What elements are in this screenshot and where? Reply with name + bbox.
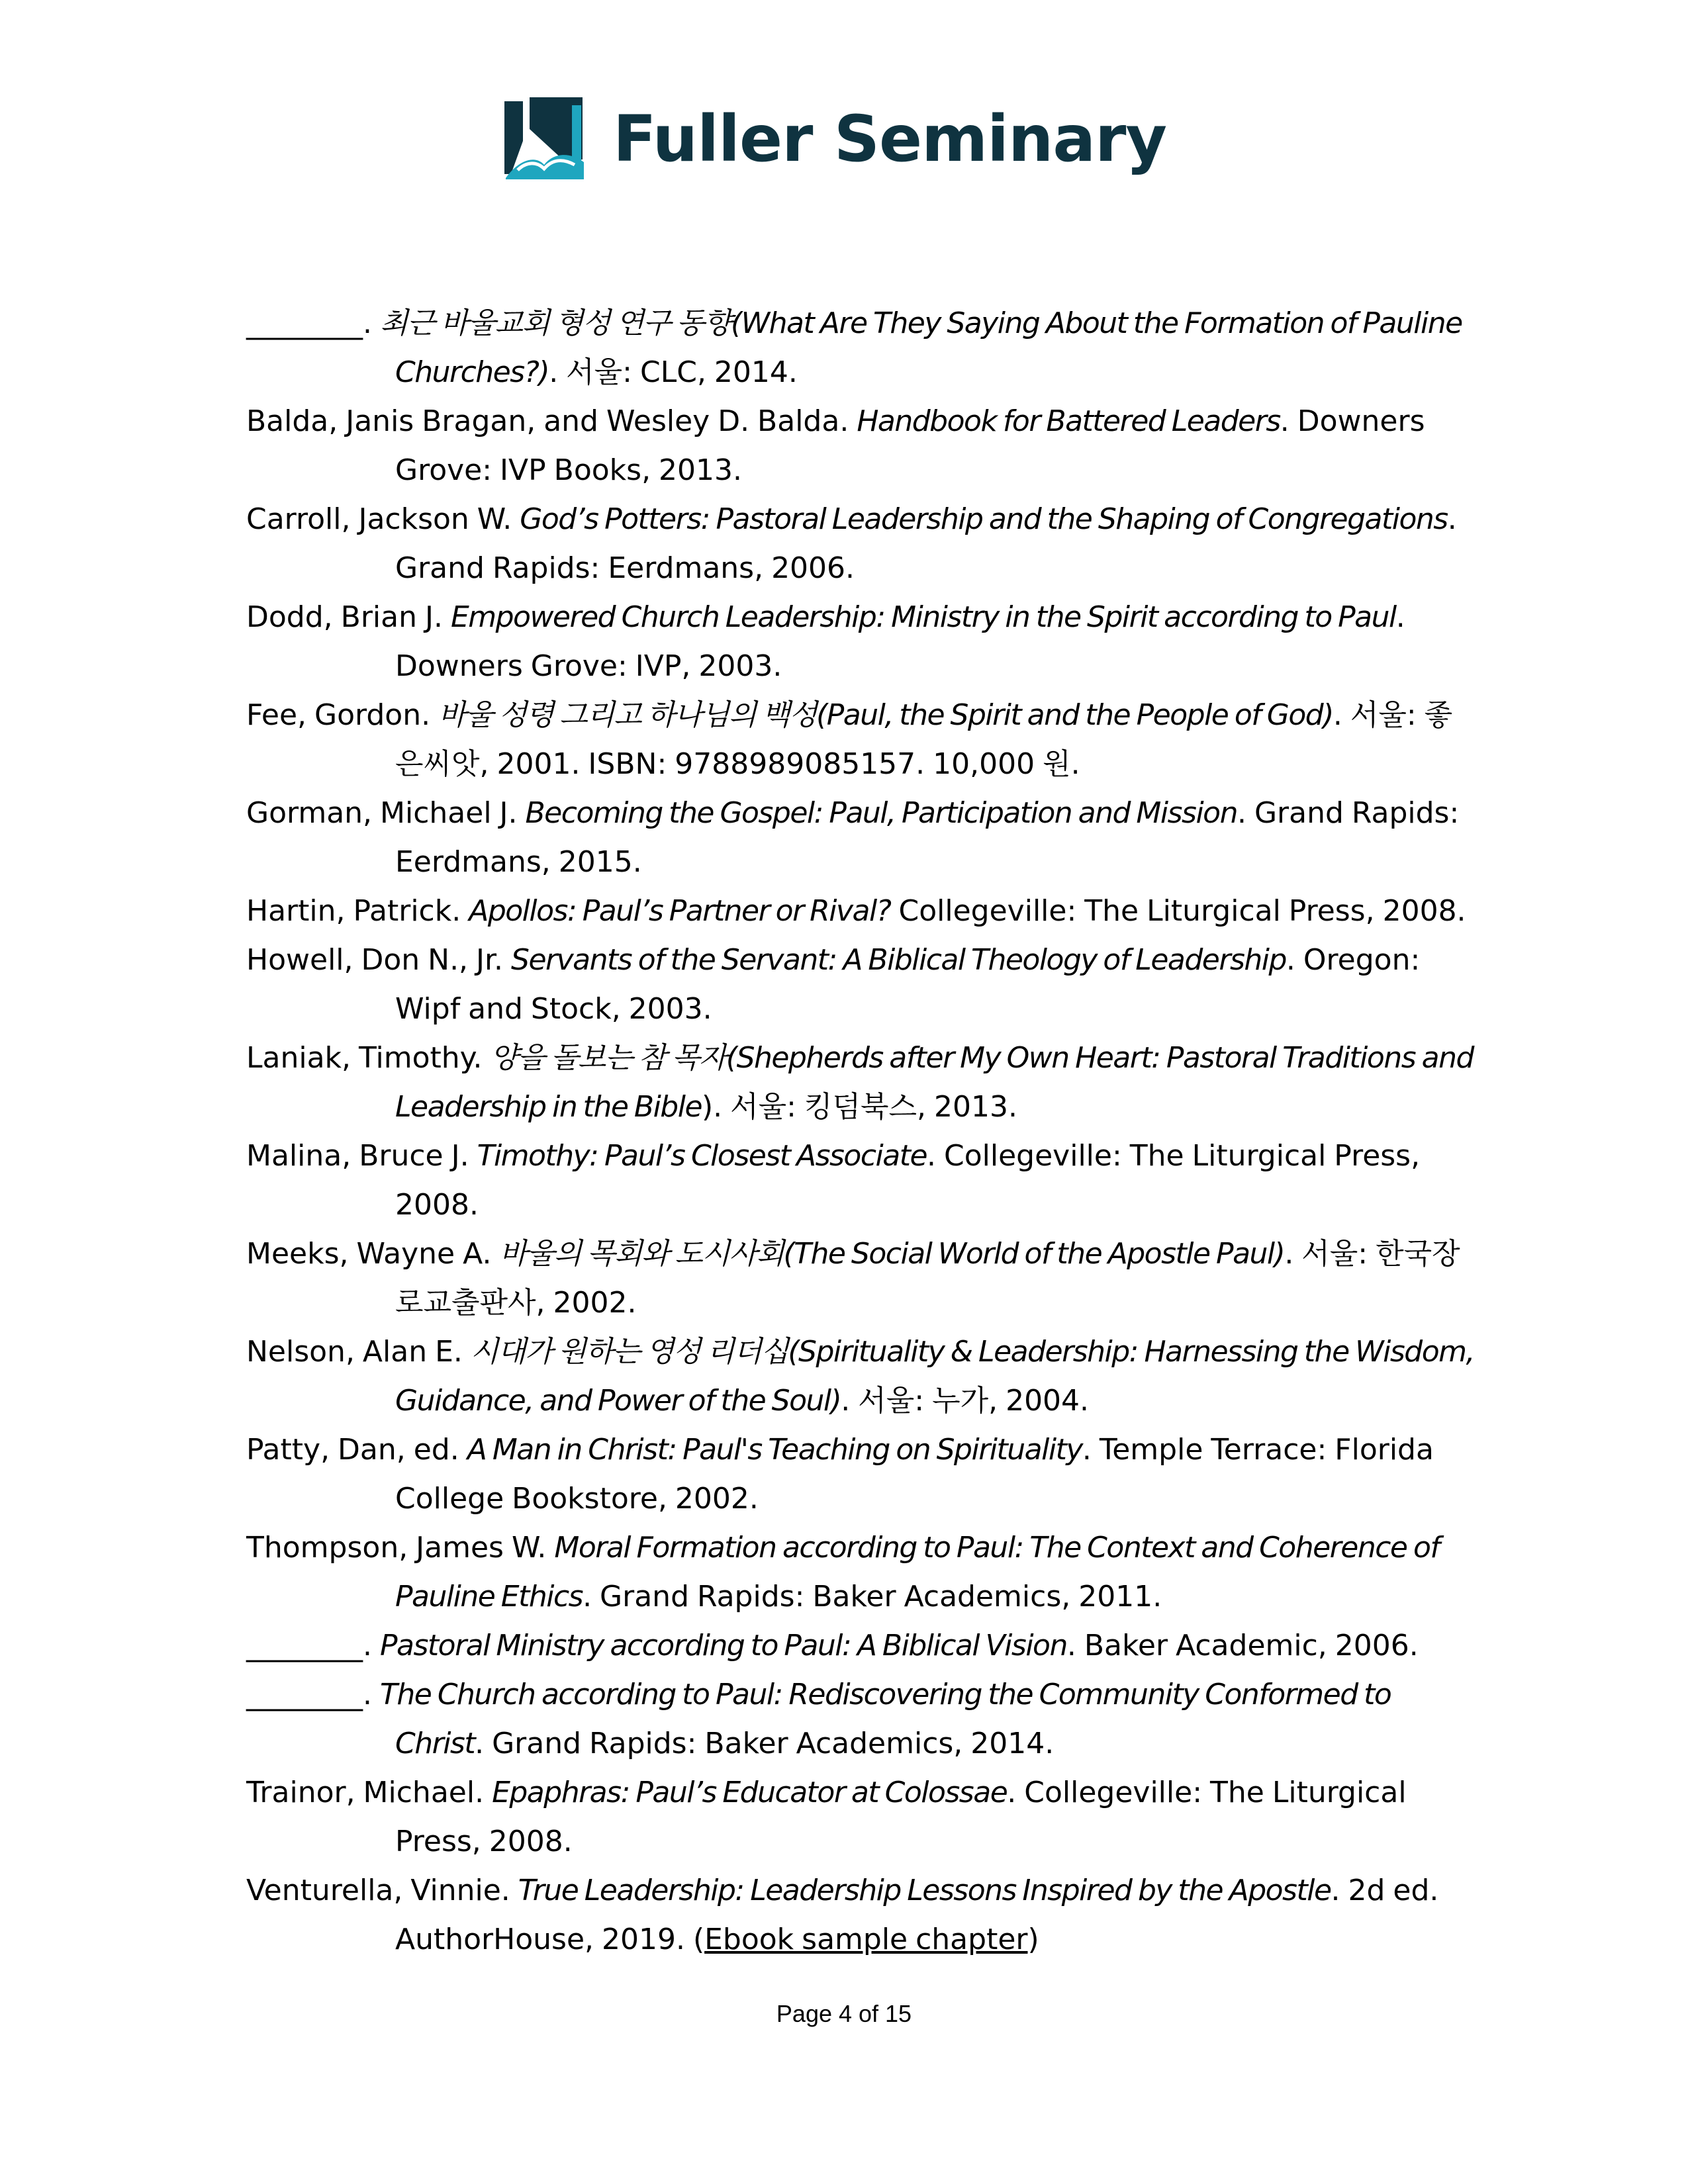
entry-publication: Collegeville: The Liturgical Press, 2008.: [890, 894, 1466, 928]
entry-author: Patty, Dan, ed.: [246, 1433, 459, 1467]
entry-author: ________.: [246, 1629, 372, 1662]
entry-title: Pastoral Ministry according to Paul: A Biblical Vision: [380, 1629, 1067, 1662]
entry-author: Dodd, Brian J.: [246, 600, 443, 634]
entry-publication: . Collegeville: The Liturgical Press, 2008.: [395, 1776, 1407, 1858]
bibliography-entry: [246, 1524, 1477, 1621]
bibliography-entry: [246, 691, 1477, 789]
bibliography-list: [246, 299, 1477, 1964]
entry-author: Gorman, Michael J.: [246, 796, 518, 830]
bibliography-entry: [246, 299, 1477, 397]
entry-publication: . Grand Rapids: Baker Academics, 2014.: [475, 1727, 1055, 1760]
entry-publication: . 서울: CLC, 2014.: [549, 355, 798, 389]
entry-title: 바울 성령 그리고 하나님의 백성(Paul, the Spirit and the People of God): [438, 698, 1333, 732]
entry-closing: ): [1027, 1923, 1039, 1956]
bibliography-entry: [246, 887, 1477, 936]
bibliography-entry: [246, 495, 1477, 593]
entry-author: Hartin, Patrick.: [246, 894, 461, 928]
entry-publication: ). 서울: 킹덤북스, 2013.: [702, 1090, 1017, 1124]
bibliography-entry: [246, 1034, 1477, 1132]
bibliography-entry: [246, 789, 1477, 887]
entry-title: Becoming the Gospel: Paul, Participation and Mission: [525, 796, 1237, 830]
ebook-sample-link[interactable]: Ebook sample chapter: [704, 1923, 1028, 1956]
entry-author: ________.: [246, 1678, 372, 1711]
entry-author: Malina, Bruce J.: [246, 1139, 469, 1173]
entry-title: Apollos: Paul’s Partner or Rival?: [469, 894, 891, 928]
entry-publication: . 2d ed. AuthorHouse, 2019. (: [395, 1874, 1439, 1956]
entry-publication: . Grand Rapids: Eerdmans, 2015.: [395, 796, 1460, 879]
entry-publication: . Downers Grove: IVP Books, 2013.: [395, 404, 1425, 487]
entry-author: Meeks, Wayne A.: [246, 1237, 492, 1271]
bibliography-entry: [246, 1670, 1477, 1768]
entry-title: A Man in Christ: Paul's Teaching on Spirituality: [467, 1433, 1082, 1467]
bibliography-entry: [246, 593, 1477, 691]
entry-title: 시대가 원하는 영성 리더십(Spirituality & Leadership: Harnessing the Wisdom, Guidance, and Power of the Soul): [395, 1335, 1474, 1418]
bibliography-entry: [246, 1621, 1477, 1670]
bibliography-entry: [246, 1132, 1477, 1230]
entry-title: Epaphras: Paul’s Educator at Colossae: [492, 1776, 1008, 1809]
entry-title: 양을 돌보는 참 목자(Shepherds after My Own Heart: Pastoral Traditions and Leadership in the Bible: [395, 1041, 1474, 1124]
open-book-icon: [503, 96, 586, 182]
bibliography-entry: [246, 1426, 1477, 1524]
entry-title: 바울의 목회와 도시사회(The Social World of the Apostle Paul): [499, 1237, 1285, 1271]
fuller-logo: [503, 96, 1166, 182]
entry-title: Servants of the Servant: A Biblical Theology of Leadership: [511, 943, 1286, 977]
entry-publication: . Oregon: Wipf and Stock, 2003.: [395, 943, 1421, 1026]
entry-author: Venturella, Vinnie.: [246, 1874, 510, 1907]
bibliography-entry: [246, 936, 1477, 1034]
entry-author: Nelson, Alan E.: [246, 1335, 463, 1369]
entry-author: Thompson, James W.: [246, 1531, 547, 1565]
bibliography-entry: [246, 1230, 1477, 1328]
logo-text: Fuller Seminary: [613, 102, 1167, 176]
page-number: Page 4 of 15: [776, 2000, 912, 2027]
entry-author: Trainor, Michael.: [246, 1776, 485, 1809]
bibliography-entry: [246, 1768, 1477, 1866]
entry-title: Empowered Church Leadership: Ministry in the Spirit according to Paul: [450, 600, 1396, 634]
entry-publication: . Baker Academic, 2006.: [1066, 1629, 1419, 1662]
entry-author: Fee, Gordon.: [246, 698, 431, 732]
bibliography-entry: [246, 397, 1477, 495]
entry-publication: . Grand Rapids: Baker Academics, 2011.: [583, 1580, 1162, 1614]
entry-author: Balda, Janis Bragan, and Wesley D. Balda.: [246, 404, 849, 438]
entry-title: The Church according to Paul: Rediscovering the Community Conformed to Christ: [380, 1678, 1391, 1760]
entry-title: Handbook for Battered Leaders: [857, 404, 1280, 438]
entry-title: God’s Potters: Pastoral Leadership and the Shaping of Congregations: [520, 502, 1448, 536]
entry-publication: . 서울: 한국장로교출판사, 2002.: [395, 1237, 1460, 1320]
entry-author: Carroll, Jackson W.: [246, 502, 512, 536]
entry-author: ________.: [246, 306, 372, 340]
entry-publication: . 서울: 누가, 2004.: [841, 1384, 1090, 1418]
entry-author: Laniak, Timothy.: [246, 1041, 483, 1075]
entry-publication: . Grand Rapids: Eerdmans, 2006.: [395, 502, 1457, 585]
entry-publication: . Collegeville: The Liturgical Press, 2008.: [395, 1139, 1421, 1222]
bibliography-entry: [246, 1866, 1477, 1964]
entry-author: Howell, Don N., Jr.: [246, 943, 504, 977]
entry-title: 최근 바울교회 형성 연구 동향(What Are They Saying About the Formation of Pauline Churches?): [380, 306, 1462, 389]
bibliography-entry: [246, 1328, 1477, 1426]
entry-publication: . Downers Grove: IVP, 2003.: [395, 600, 1405, 683]
entry-publication: . Temple Terrace: Florida College Bookstore, 2002.: [395, 1433, 1434, 1516]
entry-title: Moral Formation according to Paul: The Context and Coherence of Pauline Ethics: [395, 1531, 1440, 1614]
entry-title: Timothy: Paul’s Closest Associate: [477, 1139, 927, 1173]
entry-publication: . 서울: 좋은씨앗, 2001. ISBN: 9788989085157. 10,000 원.: [395, 698, 1453, 781]
entry-title: True Leadership: Leadership Lessons Inspired by the Apostle: [518, 1874, 1331, 1907]
